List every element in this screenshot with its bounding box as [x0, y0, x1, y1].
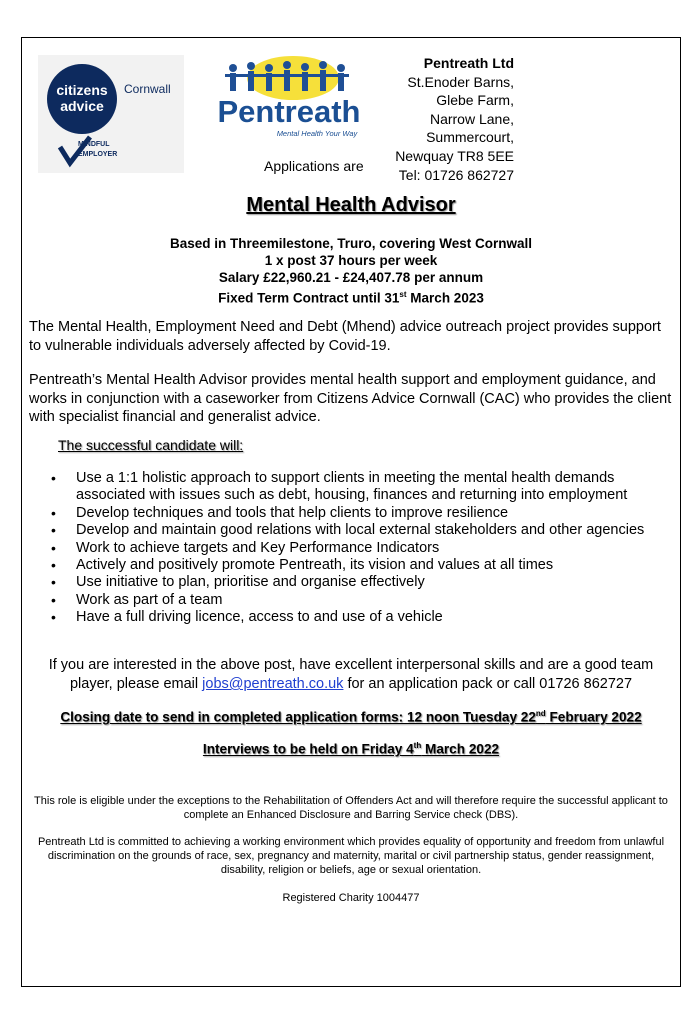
ca-badge-line2: EMPLOYER: [78, 151, 118, 158]
job-title: Mental Health Advisor: [246, 194, 456, 216]
company-address: [395, 54, 514, 184]
advisor-paragraph: Pentreath’s Mental Health Advisor provides mental health support and employment guidance, and works in conjunction with a caseworker from Citizens Advice Cornwall (CAC) who provides the client with specialist financial and generalist advice.: [29, 372, 672, 425]
list-item: • Use initiative to plan, prioritise and organise effectively: [50, 574, 670, 591]
charity-number: Registered Charity 1004477: [282, 892, 420, 904]
address-line: Glebe Farm,: [436, 92, 514, 109]
job-location: Based in Threemilestone, Truro, covering West Cornwall: [169, 236, 533, 251]
company-name: Pentreath Ltd: [423, 55, 514, 71]
contact-paragraph: If you are interested in the above post, have excellent interpersonal skills and are a good team player, please email jobs@pentreath.co.uk for an application pack or call 01726 862727: [48, 657, 654, 692]
intro-paragraph: The Mental Health, Employment Need and Debt (Mhend) advice outreach project provides support to vulnerable individuals adversely affected by Covid-19.: [29, 319, 661, 354]
list-item: • Have a full driving licence, access to and use of a vehicle: [50, 609, 670, 626]
ca-badge-line1: MINDFUL: [78, 141, 110, 148]
pentreath-wordmark: Pentreath: [217, 94, 361, 129]
citizens-advice-logo: [38, 55, 184, 173]
page-frame: [21, 37, 681, 987]
ca-line2: advice: [60, 98, 104, 114]
job-details: [22, 235, 680, 307]
ca-region: Cornwall: [124, 82, 171, 96]
list-item: • Use a 1:1 holistic approach to support clients in meeting the mental health demands associated with issues such as debt, housing, finances and returning into employment: [50, 470, 670, 505]
applications-note: Applications are: [264, 158, 364, 174]
list-item: • Develop techniques and tools that help clients to improve resilience: [50, 505, 670, 522]
pentreath-tagline: Mental Health Your Way: [276, 129, 358, 138]
interview-date: Interviews to be held on Friday 4th March 2022: [202, 741, 500, 757]
address-line: Narrow Lane,: [429, 110, 514, 127]
address-line: Summercourt,: [426, 129, 514, 146]
address-line: Newquay TR8 5EE: [395, 147, 514, 164]
duties-list: [50, 470, 670, 627]
address-phone: Tel: 01726 862727: [398, 166, 514, 183]
list-item: • Actively and positively promote Pentreath, its vision and values at all times: [50, 557, 670, 574]
list-item: • Work as part of a team: [50, 592, 670, 609]
list-item: • Work to achieve targets and Key Performance Indicators: [50, 540, 670, 557]
address-line: St.Enoder Barns,: [407, 73, 514, 90]
closing-date: Closing date to send in completed application forms: 12 noon Tuesday 22nd February 2022: [60, 709, 642, 725]
pentreath-logo: [207, 55, 372, 143]
rehab-notice: This role is eligible under the exceptions to the Rehabilitation of Offenders Act and will therefore require the successful applicant to complete an Enhanced Disclosure and Barring Service check (DBS).: [34, 795, 668, 821]
job-contract: Fixed Term Contract until 31st March 2023: [218, 290, 484, 306]
email-link[interactable]: jobs@pentreath.co.uk: [202, 676, 344, 692]
candidate-heading: The successful candidate will:: [58, 437, 244, 453]
equality-notice: Pentreath Ltd is committed to achieving a working environment which provides equality of opportunity and freedom from unlawful discrimination on the grounds of race, sex, pregnancy and maternity, marital or civil partnership status, gender reassignment, disability, religion or beliefs, age or sexual orientation.: [37, 836, 665, 876]
job-hours: 1 x post 37 hours per week: [264, 253, 438, 268]
list-item: • Develop and maintain good relations with local external stakeholders and other agencies: [50, 522, 670, 539]
job-salary: Salary £22,960.21 - £24,407.78 per annum: [218, 270, 484, 285]
ca-line1: citizens: [56, 82, 108, 98]
